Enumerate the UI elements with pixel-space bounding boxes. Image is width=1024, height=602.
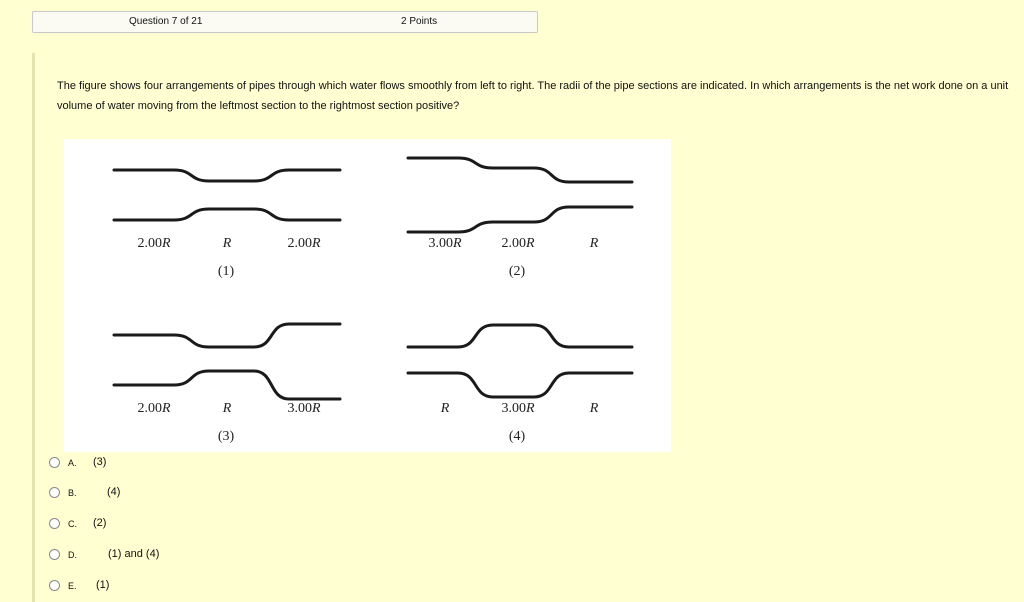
pipe-4-top-wall [408, 325, 632, 347]
radio-button[interactable] [49, 457, 60, 468]
option-text: (1) [96, 579, 110, 591]
arrangement-number: (2) [508, 264, 526, 279]
radius-label: 2.00R [137, 401, 171, 416]
pipe-3-top-wall [114, 324, 340, 347]
question-text: The figure shows four arrangements of pipes through which water flows smoothly from left to right. The radii of the pipe sections are indicated. In which arrangements is the net work done on a unit volume of water moving from the leftmost section to the rightmost section positive? [57, 80, 1009, 112]
pipe-1-top-wall [114, 170, 340, 181]
radio-button[interactable] [49, 518, 60, 529]
question-header [32, 11, 538, 33]
radius-label: R [589, 401, 599, 416]
option-letter: B. [68, 488, 77, 498]
arrangement-number: (3) [217, 429, 235, 444]
arrangement-number: (4) [508, 429, 526, 444]
radius-label: 3.00R [287, 401, 321, 416]
radius-label: R [589, 236, 599, 251]
pipe-4-bottom-wall [408, 373, 632, 397]
arrangement-number: (1) [217, 264, 235, 279]
radio-button[interactable] [49, 580, 60, 591]
radius-label: 3.00R [501, 401, 535, 416]
option-text: (3) [93, 456, 107, 468]
pipe-2-top-wall [408, 158, 632, 182]
radius-label: 2.00R [137, 236, 171, 251]
radio-button[interactable] [49, 549, 60, 560]
option-letter: A. [68, 458, 77, 468]
option-letter: E. [68, 581, 77, 591]
pipe-1-bottom-wall [114, 209, 340, 220]
question-left-border [32, 53, 35, 602]
question-points: 2 Points [401, 16, 438, 27]
question-number: Question 7 of 21 [129, 16, 203, 27]
option-text: (2) [93, 517, 107, 529]
option-letter: D. [68, 550, 77, 560]
radius-label: R [222, 401, 232, 416]
option-text: (4) [107, 486, 121, 498]
radius-label: R [222, 236, 232, 251]
option-text: (1) and (4) [108, 548, 160, 560]
pipe-2-bottom-wall [408, 207, 632, 232]
pipe-3-bottom-wall [114, 371, 340, 399]
pipe-figure [64, 139, 671, 452]
radius-label: R [440, 401, 450, 416]
radius-label: 3.00R [428, 236, 462, 251]
radio-button[interactable] [49, 487, 60, 498]
radius-label: 2.00R [501, 236, 535, 251]
radius-label: 2.00R [287, 236, 321, 251]
option-letter: C. [68, 519, 77, 529]
